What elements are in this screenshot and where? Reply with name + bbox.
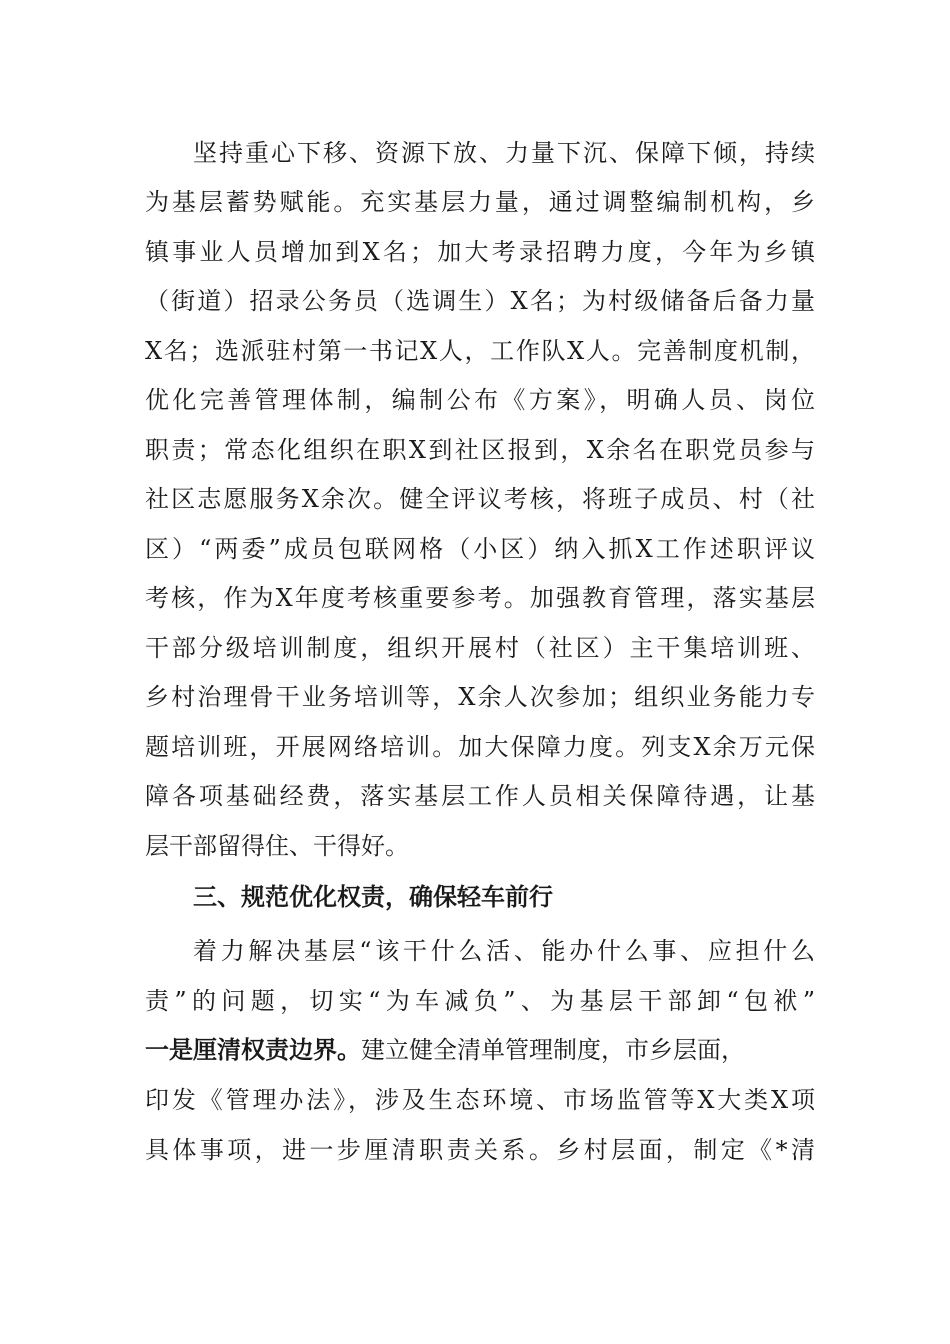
paragraph-1-line-8: 社区志愿服务X余次。健全评议考核，将班子成员、村（社 xyxy=(145,485,815,513)
paragraph-1-line-2: 为基层蓄势赋能。充实基层力量，通过调整编制机构，乡 xyxy=(145,188,815,216)
paragraph-1-line-1: 坚持重心下移、资源下放、力量下沉、保障下倾，持续 xyxy=(193,139,815,167)
section-heading: 三、规范优化权责，确保轻车前行 xyxy=(193,883,553,911)
paragraph-1-line-12: 乡村治理骨干业务培训等，X余人次参加；组织业务能力专 xyxy=(145,683,815,711)
paragraph-1-line-10: 考核，作为X年度考核重要参考。加强教育管理，落实基层 xyxy=(145,584,815,612)
subheading-1: 一是厘清权责边界。 xyxy=(145,1036,361,1064)
paragraph-2-line-2: 责”的问题，切实“为车减负”、为基层干部卸“包袱” xyxy=(145,987,815,1015)
paragraph-2-line-5: 具体事项，进一步厘清职责关系。乡村层面，制定《*清 xyxy=(145,1136,815,1164)
paragraph-2-line-1: 着力解决基层“该干什么活、能办什么事、应担什么 xyxy=(193,937,815,965)
paragraph-1-line-11: 干部分级培训制度，组织开展村（社区）主干集培训班、 xyxy=(145,634,815,662)
paragraph-1-line-6: 优化完善管理体制，编制公布《方案》，明确人员、岗位 xyxy=(145,386,815,414)
paragraph-1-line-13: 题培训班，开展网络培训。加大保障力度。列支X余万元保 xyxy=(145,733,815,761)
paragraph-1-line-3: 镇事业人员增加到X名；加大考录招聘力度，今年为乡镇 xyxy=(145,238,815,266)
paragraph-2-line-4: 印发《管理办法》，涉及生态环境、市场监管等X大类X项 xyxy=(145,1086,815,1114)
paragraph-1-line-14: 障各项基础经费，落实基层工作人员相关保障待遇，让基 xyxy=(145,782,815,810)
paragraph-2-line-3-text: 建立健全清单管理制度，市乡层面， xyxy=(361,1036,745,1064)
paragraph-1-line-7: 职责；常态化组织在职X到社区报到，X余名在职党员参与 xyxy=(145,436,815,464)
paragraph-2-line-3 xyxy=(145,1025,815,1075)
paragraph-1-line-15: 层干部留得住、干得好。 xyxy=(145,832,409,860)
paragraph-1-line-4: （街道）招录公务员（选调生）X名；为村级储备后备力量 xyxy=(145,287,815,315)
paragraph-1-line-9: 区）“两委”成员包联网格（小区）纳入抓X工作述职评议 xyxy=(145,535,815,563)
paragraph-1-line-5: X名；选派驻村第一书记X人，工作队X人。完善制度机制， xyxy=(145,337,815,365)
